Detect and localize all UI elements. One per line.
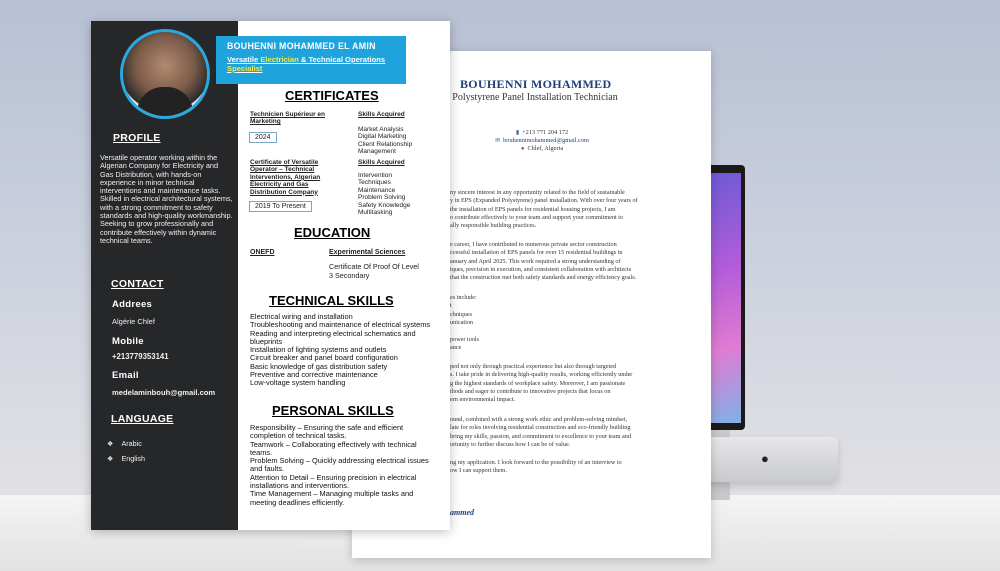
resume-sidebar — [91, 21, 238, 530]
email-label: Email — [112, 370, 139, 381]
letter-paragraph: ped not only through practical experience but also through targeted s. I take pride in delivering high-quality results, working efficiently under g the highest standards of workplace safety. Moreover, I am passionate thods and eager to contribute to innovative projects that focus on ern environmental impact. — [450, 363, 633, 404]
list-item: Installation of lighting systems and outlets — [250, 345, 387, 355]
skills-acquired-heading: Skills Acquired — [358, 159, 405, 166]
skills1-list: Market Analysis Digital Marketing Client Relationship Management — [358, 126, 413, 156]
letter-title: Polystyrene Panel Installation Technician — [452, 92, 618, 103]
letter-location: Chlef, Algeria — [527, 145, 564, 152]
list-item: Low-voltage system handling — [250, 378, 346, 388]
letter-paragraph: power tools ance — [450, 336, 480, 352]
mac-mini — [705, 437, 838, 482]
technical-skills-list — [250, 313, 435, 388]
profile-heading: PROFILE — [113, 132, 161, 144]
diamond-bullet-icon: ❖ — [107, 454, 114, 463]
letter-phone: +213 771 204 172 — [522, 129, 569, 136]
language-item: ❖ English — [107, 454, 146, 463]
list-item: Time Management – Managing multiple tasks and meeting deadlines efficiently. — [250, 489, 414, 507]
letter-name: BOUHENNI MOHAMMED — [460, 77, 612, 91]
letter-signature: ammed — [450, 508, 474, 517]
certificates-heading: CERTIFICATES — [285, 88, 379, 103]
list-item: Attention to Detail – Ensuring precision in electrical installations and interventions. — [250, 472, 417, 491]
skills-acquired-heading: Skills Acquired — [358, 111, 405, 118]
letter-paragraph: es include: t chniques unication — [450, 294, 477, 326]
cert1-title: Technicien Supérieur en Marketing — [250, 111, 326, 126]
letter-paragraph: e career, I have contributed to numerous private sector construction ccessful installation of EPS panels for over 15 residential buildings in anuary and April 2025. This work required a strong understanding of iques, precision in execution, and consistent collaboration with architects that the construction met both safety standards and energy efficiency goals. — [450, 241, 637, 282]
education-detail: Certificate Of Proof Of Level 3 Secondary — [329, 262, 419, 280]
resume-title: Versatile Electrician & Technical Operations Specialist — [227, 55, 386, 73]
language-heading: LANGUAGE — [111, 413, 174, 425]
education-school: ONEFD — [250, 249, 275, 256]
cert2-period: 2019 To Present — [249, 201, 312, 212]
address-value: Algérie Chlef — [112, 317, 155, 326]
education-field: Experimental Sciences — [329, 249, 406, 256]
resume-name: BOUHENNI MOHAMMED EL AMIN — [227, 41, 376, 51]
location-pin-icon: ● — [520, 146, 525, 152]
list-item: Reading and interpreting electrical schematics and blueprints — [250, 328, 416, 346]
contact-heading: CONTACT — [111, 278, 164, 290]
letter-paragraph: ng my application. I look forward to the possibility of an interview to ow I can support them. — [450, 459, 622, 475]
list-item: Troubleshooting and maintenance of electrical systems — [250, 320, 431, 330]
mail-icon: ✉ — [495, 138, 501, 144]
list-item: Electrical wiring and installation — [250, 312, 353, 321]
letter-paragraph: ny sincere interest in any opportunity related to the field of sustainable y in EPS (Expanded Polystyrene) panel installation. With over four years of the installation of EPS panels for residential housing projects, I am o contribute effectively to your team and support your commitment to ally responsible building practices. — [450, 189, 638, 230]
mobile-value: +213779353141 — [112, 352, 169, 361]
list-item: Circuit breaker and panel board configuration — [250, 353, 398, 363]
education-heading: EDUCATION — [294, 225, 371, 240]
list-item: Teamwork – Collaborating effectively with technical teams. — [250, 439, 417, 457]
letter-contact — [452, 129, 632, 153]
list-item: Responsibility – Ensuring the safe and efficient completion of technical tasks. — [250, 423, 404, 441]
mobile-label: Mobile — [112, 336, 144, 347]
apple-logo-icon: ● — [761, 451, 769, 466]
technical-skills-heading: TECHNICAL SKILLS — [269, 293, 394, 308]
phone-icon: ▮ — [515, 130, 520, 136]
cert2-title: Certificate of Versatile Operator – Technical Interventions, Algerian Electricity and Gas Distribution Company — [250, 159, 321, 196]
profile-text: Versatile operator working within the Algerian Company for Electricity and Gas Distribution, with hands-on experience in minor technical interventions and maintenance tasks. Skilled in electrical architectural systems, with a strong commitment to safety standards and high-quality workmanship. Seeking to grow professionally and contribute effectively within dynamic technical teams. — [100, 153, 233, 245]
personal-skills-list — [250, 424, 435, 507]
cert1-year: 2024 — [249, 132, 277, 143]
email-value: medelaminbouh@gmail.com — [112, 388, 216, 397]
avatar — [120, 29, 210, 119]
list-item: Problem Solving – Quickly addressing electrical issues and faults. — [250, 456, 429, 474]
avatar-figure — [137, 87, 193, 119]
diamond-bullet-icon: ❖ — [107, 439, 114, 448]
letter-email: bouhennimohammed@gmail.com — [503, 137, 589, 144]
skills2-list: Intervention Techniques Maintenance Problem Solving Safety Knowledge Multitasking — [358, 172, 411, 217]
personal-skills-heading: PERSONAL SKILLS — [272, 403, 394, 418]
name-banner — [216, 36, 406, 84]
list-item: Preventive and corrective maintenance — [250, 370, 378, 380]
letter-paragraph: ound, combined with a strong work ethic and problem-solving mindset, late for roles involving residential construction and eco-friendly building bring my skills, passion, and commitment to excellence to your team and ortunity to further discuss how I can be of value. — [450, 416, 631, 448]
list-item: Basic knowledge of gas distribution safety — [250, 361, 388, 371]
language-item: ❖ Arabic — [107, 439, 142, 448]
address-label: Addrees — [112, 299, 153, 310]
resume-page — [91, 21, 450, 530]
